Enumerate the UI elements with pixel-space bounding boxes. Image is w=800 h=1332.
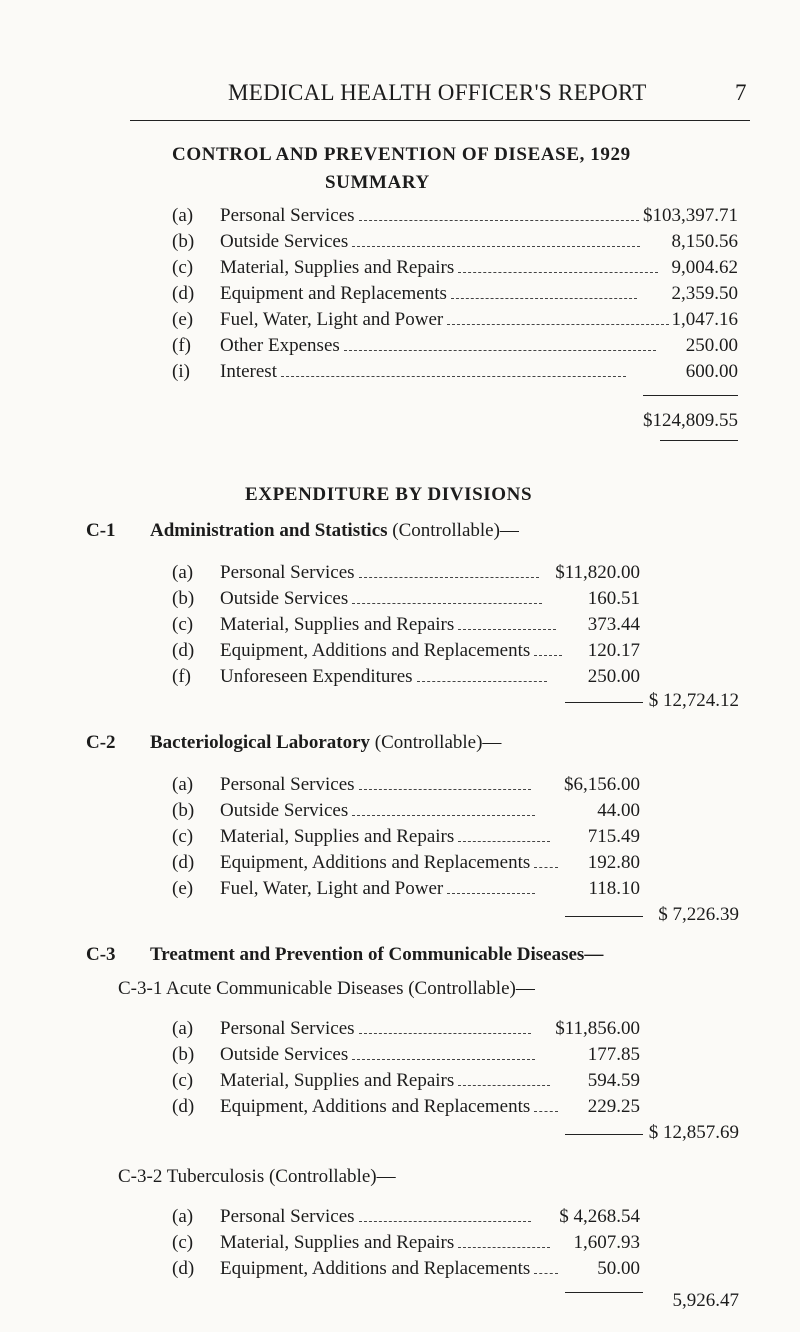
summary-title: CONTROL AND PREVENTION OF DISEASE, 1929 bbox=[172, 144, 631, 165]
amount: $103,397.71 bbox=[643, 205, 738, 226]
amount: 118.10 bbox=[588, 878, 640, 899]
c2-total-leader bbox=[565, 916, 643, 917]
dot-leader bbox=[352, 246, 640, 247]
dot-leader bbox=[359, 577, 539, 578]
running-title: MEDICAL HEALTH OFFICER'S REPORT bbox=[228, 80, 647, 105]
list-item: (d) Equipment, Additions and Replacements bbox=[172, 852, 558, 874]
amount: 2,359.50 bbox=[671, 283, 738, 304]
amount: 192.80 bbox=[587, 852, 640, 873]
amount: 1,047.16 bbox=[671, 309, 738, 330]
list-item: (d) Equipment, Additions and Replacements bbox=[172, 640, 562, 662]
list-item: (a) Personal Services bbox=[172, 205, 639, 227]
list-item: (d) Equipment, Additions and Replacements bbox=[172, 1096, 558, 1118]
list-item: (b) Outside Services bbox=[172, 1044, 535, 1066]
list-item: (i) Interest bbox=[172, 361, 626, 383]
expenditure-title: EXPENDITURE BY DIVISIONS bbox=[245, 484, 533, 505]
dot-leader bbox=[458, 272, 658, 273]
amount: 250.00 bbox=[587, 666, 640, 687]
list-item: (b) Outside Services bbox=[172, 800, 535, 822]
dot-leader bbox=[447, 893, 535, 894]
list-item: (f) Other Expenses bbox=[172, 335, 656, 357]
summary-total: $124,809.55 bbox=[643, 410, 738, 431]
c2-heading: C-2 Bacteriological Laboratory (Controllable)— bbox=[86, 732, 502, 753]
list-item: (a) Personal Services bbox=[172, 562, 539, 584]
dot-leader bbox=[359, 220, 639, 221]
amount: $6,156.00 bbox=[564, 774, 640, 795]
list-item: (a) Personal Services bbox=[172, 774, 531, 796]
c3-2-total-leader bbox=[565, 1292, 643, 1293]
list-item: (c) Material, Supplies and Repairs bbox=[172, 614, 556, 636]
amount: 229.25 bbox=[587, 1096, 640, 1117]
list-item: (c) Material, Supplies and Repairs bbox=[172, 1070, 550, 1092]
amount: 50.00 bbox=[597, 1258, 640, 1279]
summary-subtitle: SUMMARY bbox=[325, 172, 430, 193]
dot-leader bbox=[344, 350, 656, 351]
amount: 120.17 bbox=[587, 640, 640, 661]
amount: 250.00 bbox=[685, 335, 738, 356]
list-item: (d) Equipment, Additions and Replacements bbox=[172, 1258, 558, 1280]
amount: 600.00 bbox=[685, 361, 738, 382]
amount: $11,856.00 bbox=[555, 1018, 640, 1039]
c3-2-heading: C-3-2 Tuberculosis (Controllable)— bbox=[118, 1166, 396, 1187]
list-item: (d) Equipment and Replacements bbox=[172, 283, 637, 305]
amount: 594.59 bbox=[587, 1070, 640, 1091]
c3-heading: C-3 Treatment and Prevention of Communicable Diseases— bbox=[86, 944, 604, 965]
dot-leader bbox=[359, 1221, 531, 1222]
dot-leader bbox=[359, 1033, 531, 1034]
amount: 715.49 bbox=[587, 826, 640, 847]
c3-1-total-leader bbox=[565, 1134, 643, 1135]
c1-total-leader bbox=[565, 702, 643, 703]
amount: $ 4,268.54 bbox=[559, 1206, 640, 1227]
summary-total-rule bbox=[660, 440, 738, 441]
dot-leader bbox=[359, 789, 531, 790]
list-item: (b) Outside Services bbox=[172, 588, 542, 610]
dot-leader bbox=[281, 376, 626, 377]
list-item: (f) Unforeseen Expenditures bbox=[172, 666, 547, 688]
list-item: (c) Material, Supplies and Repairs bbox=[172, 1232, 550, 1254]
dot-leader bbox=[458, 1085, 550, 1086]
amount: $11,820.00 bbox=[555, 562, 640, 583]
list-item: (c) Material, Supplies and Repairs bbox=[172, 826, 550, 848]
header-rule bbox=[130, 120, 750, 121]
c3-1-total: $ 12,857.69 bbox=[648, 1122, 739, 1143]
c1-heading: C-1 Administration and Statistics (Controllable)— bbox=[86, 520, 519, 541]
summary-sum-rule bbox=[643, 395, 738, 396]
list-item: (c) Material, Supplies and Repairs bbox=[172, 257, 658, 279]
c2-total: $ 7,226.39 bbox=[658, 904, 739, 925]
page-number: 7 bbox=[735, 80, 747, 105]
dot-leader bbox=[458, 841, 550, 842]
list-item: (e) Fuel, Water, Light and Power bbox=[172, 878, 535, 900]
list-item: (b) Outside Services bbox=[172, 231, 640, 253]
c3-2-total: 5,926.47 bbox=[672, 1290, 739, 1311]
dot-leader bbox=[352, 815, 535, 816]
dot-leader bbox=[417, 681, 547, 682]
dot-leader bbox=[458, 1247, 550, 1248]
amount: 44.00 bbox=[597, 800, 640, 821]
dot-leader bbox=[352, 1059, 535, 1060]
amount: 373.44 bbox=[587, 614, 640, 635]
amount: 160.51 bbox=[587, 588, 640, 609]
c3-1-heading: C-3-1 Acute Communicable Diseases (Controllable)— bbox=[118, 978, 535, 999]
dot-leader bbox=[352, 603, 542, 604]
amount: 9,004.62 bbox=[671, 257, 738, 278]
list-item: (a) Personal Services bbox=[172, 1018, 531, 1040]
dot-leader bbox=[447, 324, 669, 325]
dot-leader bbox=[451, 298, 637, 299]
list-item: (a) Personal Services bbox=[172, 1206, 531, 1228]
c1-total: $ 12,724.12 bbox=[648, 690, 739, 711]
amount: 177.85 bbox=[587, 1044, 640, 1065]
amount: 8,150.56 bbox=[671, 231, 738, 252]
amount: 1,607.93 bbox=[573, 1232, 640, 1253]
list-item: (e) Fuel, Water, Light and Power bbox=[172, 309, 669, 331]
